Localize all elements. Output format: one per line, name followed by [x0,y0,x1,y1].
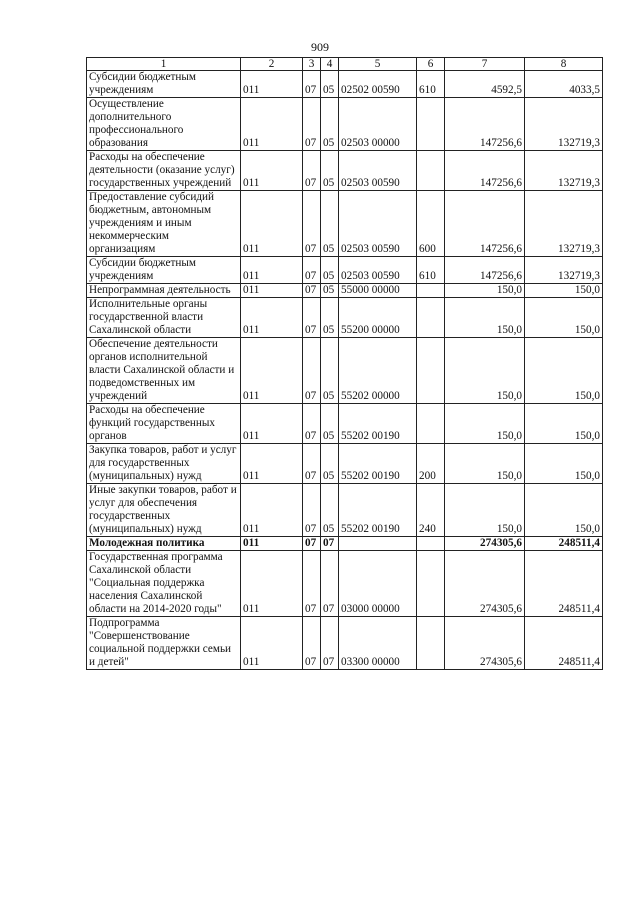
col-header-4: 4 [321,58,339,71]
row-amount-col8: 132719,3 [525,151,603,191]
table-row [87,257,603,284]
row-amount-col7: 150,0 [445,338,525,404]
row-admin-code: 011 [241,257,303,284]
table-row [87,537,603,551]
row-name: Расходы на обеспечение деятельности (оказание услуг) государственных учреждений [87,151,241,191]
col-header-7: 7 [445,58,525,71]
row-amount-col8: 248511,4 [525,537,603,551]
table-row [87,151,603,191]
row-amount-col8: 132719,3 [525,98,603,151]
row-target-article: 02503 00590 [339,257,417,284]
col-header-2: 2 [241,58,303,71]
row-amount-col8: 132719,3 [525,257,603,284]
row-expense-type [417,284,445,298]
row-expense-type [417,551,445,617]
table-row [87,551,603,617]
row-admin-code: 011 [241,551,303,617]
row-admin-code: 011 [241,284,303,298]
row-name: Государственная программа Сахалинской области "Социальная поддержка населения Сахалинской области на 2014-2020 годы" [87,551,241,617]
row-section: 07 [303,537,321,551]
row-target-article: 55202 00190 [339,444,417,484]
row-amount-col7: 150,0 [445,284,525,298]
row-subsection: 05 [321,98,339,151]
row-amount-col8: 248511,4 [525,551,603,617]
row-section: 07 [303,617,321,670]
col-header-3: 3 [303,58,321,71]
row-admin-code: 011 [241,298,303,338]
header-row [87,58,603,71]
row-amount-col7: 147256,6 [445,257,525,284]
table-row [87,284,603,298]
row-admin-code: 011 [241,151,303,191]
row-amount-col8: 150,0 [525,284,603,298]
row-amount-col7: 147256,6 [445,151,525,191]
row-amount-col7: 4592,5 [445,71,525,98]
col-header-5: 5 [339,58,417,71]
col-header-1: 1 [87,58,241,71]
row-amount-col7: 274305,6 [445,617,525,670]
row-name: Закупка товаров, работ и услуг для государственных (муниципальных) нужд [87,444,241,484]
row-admin-code: 011 [241,444,303,484]
row-subsection: 05 [321,71,339,98]
row-expense-type: 600 [417,191,445,257]
row-admin-code: 011 [241,484,303,537]
row-target-article: 02503 00590 [339,191,417,257]
row-name: Обеспечение деятельности органов исполнительной власти Сахалинской области и подведомственных им учреждений [87,338,241,404]
row-section: 07 [303,444,321,484]
row-target-article: 55202 00000 [339,338,417,404]
row-section: 07 [303,98,321,151]
row-admin-code: 011 [241,98,303,151]
row-expense-type: 610 [417,71,445,98]
row-expense-type [417,537,445,551]
row-subsection: 07 [321,551,339,617]
table-row [87,98,603,151]
row-admin-code: 011 [241,404,303,444]
row-target-article [339,537,417,551]
row-amount-col8: 4033,5 [525,71,603,98]
row-name: Подпрограмма "Совершенствование социальной поддержки семьи и детей" [87,617,241,670]
row-subsection: 05 [321,298,339,338]
table-row [87,298,603,338]
row-expense-type [417,338,445,404]
row-name: Непрограммная деятельность [87,284,241,298]
row-subsection: 05 [321,191,339,257]
row-amount-col8: 132719,3 [525,191,603,257]
row-expense-type [417,404,445,444]
row-target-article: 55200 00000 [339,298,417,338]
row-target-article: 02503 00000 [339,98,417,151]
row-name: Осуществление дополнительного профессионального образования [87,98,241,151]
row-amount-col8: 150,0 [525,444,603,484]
row-admin-code: 011 [241,71,303,98]
row-name: Молодежная политика [87,537,241,551]
row-target-article: 03300 00000 [339,617,417,670]
table-row [87,404,603,444]
row-subsection: 07 [321,537,339,551]
row-expense-type [417,617,445,670]
row-amount-col7: 150,0 [445,444,525,484]
row-section: 07 [303,338,321,404]
row-admin-code: 011 [241,338,303,404]
row-name: Исполнительные органы государственной власти Сахалинской области [87,298,241,338]
row-subsection: 05 [321,284,339,298]
table-row [87,617,603,670]
row-section: 07 [303,151,321,191]
row-name: Предоставление субсидий бюджетным, автономным учреждениям и иным некоммерческим организациям [87,191,241,257]
row-expense-type [417,98,445,151]
col-header-8: 8 [525,58,603,71]
row-section: 07 [303,257,321,284]
row-amount-col7: 274305,6 [445,537,525,551]
row-subsection: 05 [321,484,339,537]
row-section: 07 [303,298,321,338]
row-subsection: 05 [321,257,339,284]
row-amount-col7: 147256,6 [445,98,525,151]
row-name: Расходы на обеспечение функций государственных органов [87,404,241,444]
row-name: Субсидии бюджетным учреждениям [87,71,241,98]
row-amount-col7: 274305,6 [445,551,525,617]
row-section: 07 [303,404,321,444]
row-amount-col7: 150,0 [445,484,525,537]
table-row [87,191,603,257]
table-row [87,338,603,404]
row-amount-col7: 150,0 [445,298,525,338]
table-row [87,444,603,484]
row-expense-type: 240 [417,484,445,537]
budget-table [86,57,603,670]
row-target-article: 03000 00000 [339,551,417,617]
row-expense-type [417,151,445,191]
row-expense-type: 200 [417,444,445,484]
row-target-article: 55202 00190 [339,484,417,537]
row-admin-code: 011 [241,537,303,551]
row-amount-col7: 147256,6 [445,191,525,257]
row-target-article: 55202 00190 [339,404,417,444]
row-subsection: 05 [321,404,339,444]
row-section: 07 [303,71,321,98]
row-section: 07 [303,551,321,617]
row-expense-type [417,298,445,338]
row-subsection: 05 [321,444,339,484]
row-section: 07 [303,284,321,298]
row-amount-col8: 150,0 [525,298,603,338]
row-amount-col8: 150,0 [525,338,603,404]
row-amount-col8: 150,0 [525,484,603,537]
table-row [87,484,603,537]
row-admin-code: 011 [241,191,303,257]
row-admin-code: 011 [241,617,303,670]
row-amount-col7: 150,0 [445,404,525,444]
row-subsection: 05 [321,151,339,191]
page-number: 909 [311,40,329,54]
row-target-article: 02503 00590 [339,151,417,191]
table-row [87,71,603,98]
row-target-article: 02502 00590 [339,71,417,98]
col-header-6: 6 [417,58,445,71]
row-name: Иные закупки товаров, работ и услуг для обеспечения государственных (муниципальных) нужд [87,484,241,537]
row-name: Субсидии бюджетным учреждениям [87,257,241,284]
row-target-article: 55000 00000 [339,284,417,298]
row-subsection: 07 [321,617,339,670]
row-amount-col8: 150,0 [525,404,603,444]
row-section: 07 [303,484,321,537]
row-amount-col8: 248511,4 [525,617,603,670]
row-section: 07 [303,191,321,257]
row-expense-type: 610 [417,257,445,284]
row-subsection: 05 [321,338,339,404]
